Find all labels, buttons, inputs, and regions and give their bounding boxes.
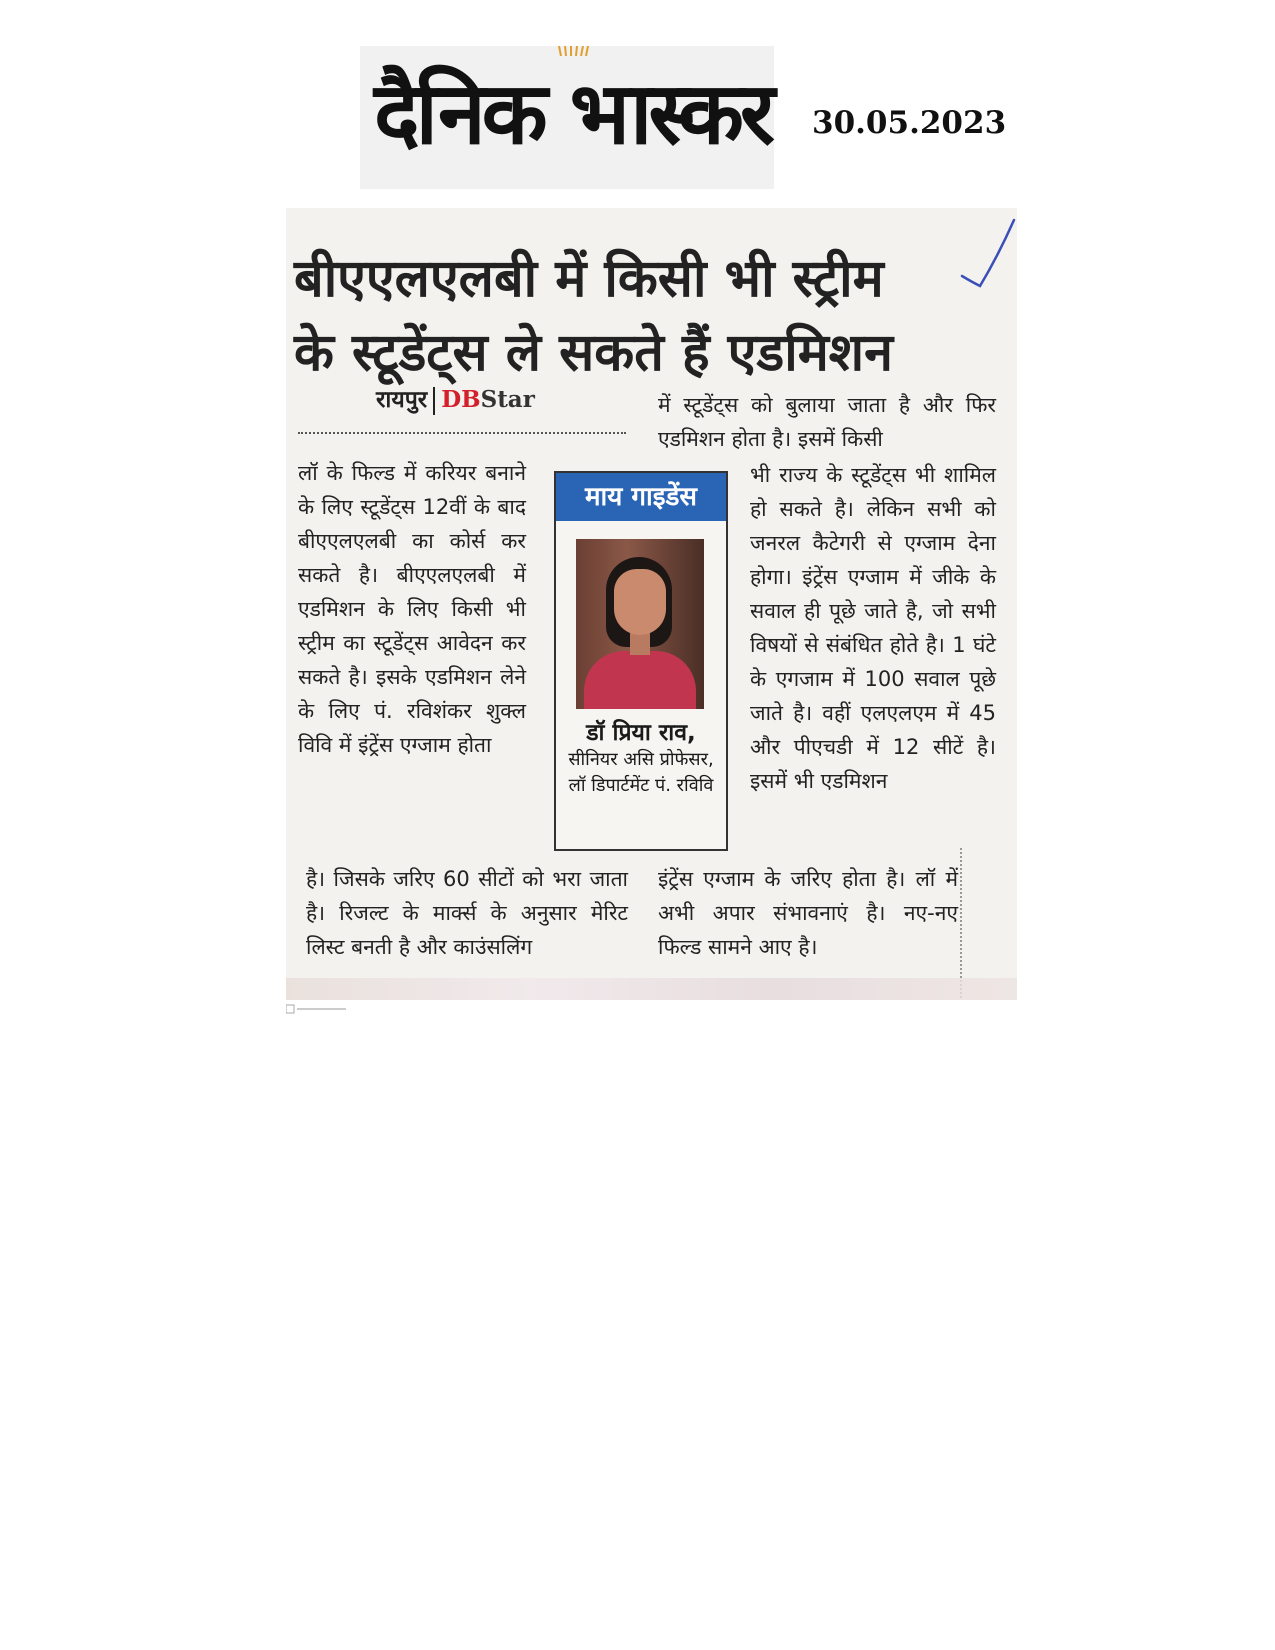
byline-divider — [433, 387, 435, 415]
article-column-2-top — [658, 388, 996, 456]
brand-db: DB — [441, 386, 481, 413]
publication-date: 30.05.2023 — [812, 105, 1007, 141]
headline-line-1: बीएएलएलबी में किसी भी स्ट्रीम — [294, 249, 884, 309]
column-rule — [960, 848, 964, 998]
article-column-2 — [750, 458, 996, 798]
article-column-1 — [298, 456, 526, 762]
byline-city: रायपुर — [376, 387, 428, 413]
scanner-watermark-icon — [286, 1004, 356, 1014]
article-paragraph: है। जिसके जरिए 60 सीटों को भरा जाता है। रिजल्ट के मार्क्स के अनुसार मेरिट लिस्ट बनती है और काउंसलिंग — [306, 867, 628, 959]
checkmark-icon — [958, 216, 1018, 296]
article-paragraph: में स्टूडेंट्स को बुलाया जाता है और फिर एडमिशन होता है। इसमें किसी — [658, 393, 996, 451]
brand-star: Star — [480, 386, 535, 413]
article-paragraph: इंट्रेंस एग्जाम के जरिए होता है। लॉ में अभी अपार संभावनाएं है। नए-नए फिल्ड सामने आए है। — [658, 867, 958, 959]
masthead-logo: दैनिक भास्कर — [374, 64, 772, 164]
expert-name: डॉ प्रिया राव, — [586, 720, 696, 746]
expert-photo — [576, 539, 704, 709]
guidance-sidebar — [554, 471, 728, 851]
dotted-divider — [298, 432, 626, 434]
sun-rays-icon — [555, 46, 591, 56]
paper-edge — [286, 978, 1017, 1000]
article-paragraph: भी राज्य के स्टूडेंट्स भी शामिल हो सकते है। लेकिन सभी को जनरल कैटेगरी से एग्जाम देना होगा। इंट्रेंस एग्जाम में जीके के सवाल ही पूछे जाते है, जो सभी विषयों से संबंधित होते है। 1 घंटे के एगजाम में 100 सवाल पूछे जाते है। वहीं एलएलएम में 45 और पीएचडी में 12 सीटें है। इसमें भी एडमिशन — [750, 463, 996, 793]
headline-line-2: के स्टूडेंट्स ले सकते हैं एडमिशन — [294, 323, 894, 383]
byline — [376, 382, 535, 415]
article-column-1-continued — [306, 862, 628, 964]
news-clipping — [286, 208, 1017, 1000]
article-headline — [294, 242, 984, 390]
article-column-2-bottom — [658, 862, 958, 964]
guidance-title: माय गाइडेंस — [556, 473, 726, 521]
expert-role: सीनियर असि प्रोफेसर, लॉ डिपार्टमेंट पं. रविवि — [568, 749, 714, 796]
article-paragraph: लॉ के फिल्ड में करियर बनाने के लिए स्टूडेंट्स 12वीं के बाद बीएएलएलबी का कोर्स कर सकते है। बीएएलएलबी में एडमिशन के लिए किसी भी स्ट्रीम का स्टूडेंट्स आवेदन कर सकते है। इसके एडमिशन लेने के लिए पं. रविशंकर शुक्ल विवि में इंट्रेंस एग्जाम होता — [298, 461, 526, 757]
newspaper-masthead — [360, 46, 774, 189]
